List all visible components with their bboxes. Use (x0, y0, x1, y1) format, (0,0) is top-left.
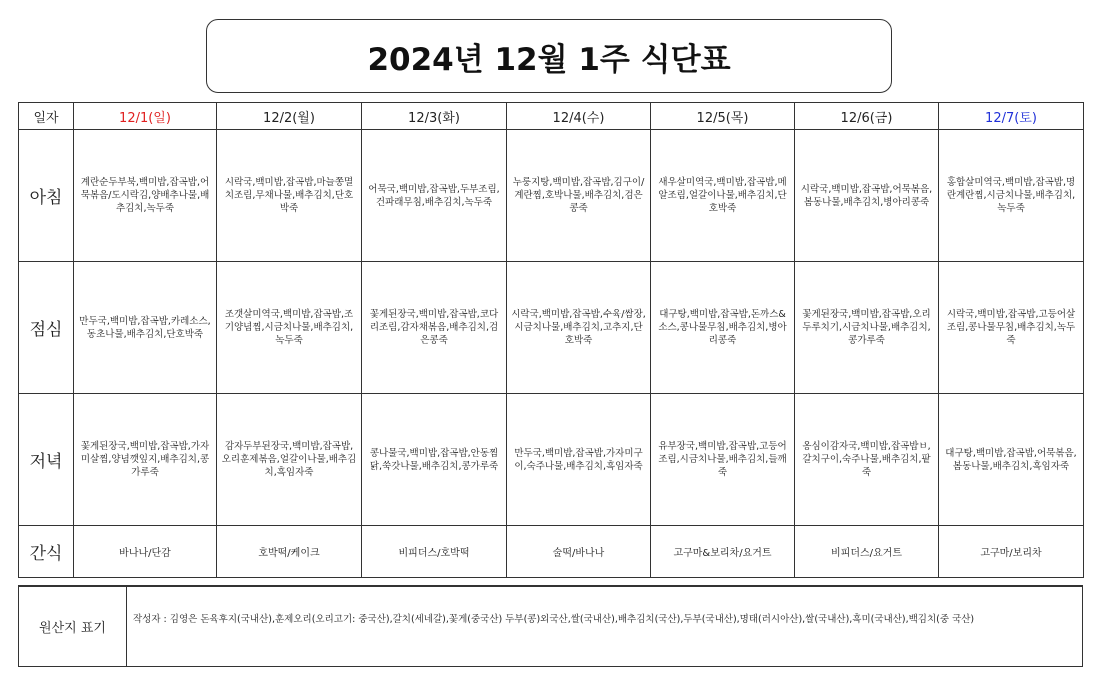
menu-cell: 꽃게된장국,백미밥,잡곡밥,코다리조림,감자채볶음,배추김치,검은콩죽 (362, 262, 507, 394)
menu-cell: 대구탕,백미밥,잡곡밥,어묵볶음,봄동나물,배추김치,흑임자죽 (939, 394, 1084, 526)
snack-cell: 고구마/보리차 (939, 526, 1084, 578)
meal-label-lunch: 점심 (19, 262, 74, 394)
menu-cell: 만두국,백미밥,잡곡밥,카레소스,동초나물,배추김치,단호박죽 (74, 262, 217, 394)
menu-cell: 시락국,백미밥,잡곡밥,어묵볶음,봄동나물,배추김치,병아리콩죽 (795, 130, 939, 262)
snack-cell: 바나나/단감 (74, 526, 217, 578)
menu-cell: 새우살미역국,백미밥,잡곡밥,메알조림,얼갈이나물,배추김치,단호박죽 (651, 130, 795, 262)
date-cell-tue: 12/3(화) (362, 103, 507, 130)
date-header-row (19, 103, 1084, 130)
origin-section (18, 585, 1083, 667)
date-header-label: 일자 (19, 103, 74, 130)
title-box (206, 19, 892, 93)
breakfast-row (19, 130, 1084, 262)
page-title: 2024년 12월 1주 식단표 (367, 41, 731, 78)
snack-cell: 비피더스/호박떡 (362, 526, 507, 578)
date-cell-sun: 12/1(일) (74, 103, 217, 130)
date-cell-mon: 12/2(월) (217, 103, 362, 130)
menu-cell: 계란순두부북,백미밥,잡곡밥,어묵볶음/도시락김,양배추나물,배추김치,녹두죽 (74, 130, 217, 262)
date-cell-thu: 12/5(목) (651, 103, 795, 130)
snack-cell: 술떡/바나나 (507, 526, 651, 578)
meal-label-dinner: 저녁 (19, 394, 74, 526)
menu-cell: 콩나물국,백미밥,잡곡밥,안동찜닭,쑥갓나물,배추김치,콩가루죽 (362, 394, 507, 526)
menu-cell: 어묵국,백미밥,잡곡밥,두부조림,건파래무침,배추김치,녹두죽 (362, 130, 507, 262)
menu-table (18, 102, 1084, 578)
menu-cell: 유부장국,백미밥,잡곡밥,고등어조림,시금치나물,배추김치,들깨죽 (651, 394, 795, 526)
meal-label-breakfast: 아침 (19, 130, 74, 262)
menu-cell: 만두국,백미밥,잡곡밥,가자미구이,숙주나물,배추김치,흑임자죽 (507, 394, 651, 526)
date-cell-fri: 12/6(금) (795, 103, 939, 130)
menu-cell: 감자두부된장국,백미밥,잡곡밥,오리훈제볶음,얼갈이나물,배추김치,흑임자죽 (217, 394, 362, 526)
menu-cell: 누룽지탕,백미밥,잡곡밥,김구이/계란찜,호박나물,배추김치,검은콩죽 (507, 130, 651, 262)
menu-cell: 옹심이감자국,백미밥,잡곡밥ㅂ,갈치구이,숙주나물,배추김치,팥죽 (795, 394, 939, 526)
origin-label: 원산지 표기 (19, 587, 127, 666)
snack-cell: 고구마&보리차/요거트 (651, 526, 795, 578)
menu-cell: 시락국,백미밥,잡곡밥,마늘쫑멸치조림,무채나물,배추김치,단호박죽 (217, 130, 362, 262)
origin-text: 작성자 : 김영은 돈육후지(국내산),훈제오리(오리고기: 중국산),갈치(세네갈),꽃게(중국산) 두부(콩)외국산,쌀(국내산),배추김치(국산),두부(국내산),명태(러시아산),쌀(국내산),흑미(국내산),백김치(중 국산) (133, 614, 975, 625)
menu-cell: 대구탕,백미밥,잡곡밥,돈까스&소스,콩나물무침,배추김치,병아리콩죽 (651, 262, 795, 394)
lunch-row (19, 262, 1084, 394)
snack-cell: 호박떡/케이크 (217, 526, 362, 578)
date-cell-wed: 12/4(수) (507, 103, 651, 130)
meal-label-snack: 간식 (19, 526, 74, 578)
menu-cell: 시락국,백미밥,잡곡밥,수육/쌈장,시금치나물,배추김치,고추지,단호박죽 (507, 262, 651, 394)
dinner-row (19, 394, 1084, 526)
menu-cell: 꽃게된장국,백미밥,잡곡밥,오리두루치기,시금치나물,배추김치,콩가루죽 (795, 262, 939, 394)
snack-row (19, 526, 1084, 578)
menu-cell: 꽃게된장국,백미밥,잡곡밥,가자미살찜,양념깻잎지,배추김치,콩가루죽 (74, 394, 217, 526)
menu-cell: 홍합살미역국,백미밥,잡곡밥,명란계란찜,시금치나물,배추김치,녹두죽 (939, 130, 1084, 262)
date-cell-sat: 12/7(토) (939, 103, 1084, 130)
snack-cell: 비피더스/요거트 (795, 526, 939, 578)
menu-cell: 시락국,백미밥,잡곡밥,고등어살조림,콩나물무침,배추김치,녹두죽 (939, 262, 1084, 394)
menu-cell: 조갯살미역국,백미밥,잡곡밥,조기양념찜,시금치나물,배추김치,녹두죽 (217, 262, 362, 394)
